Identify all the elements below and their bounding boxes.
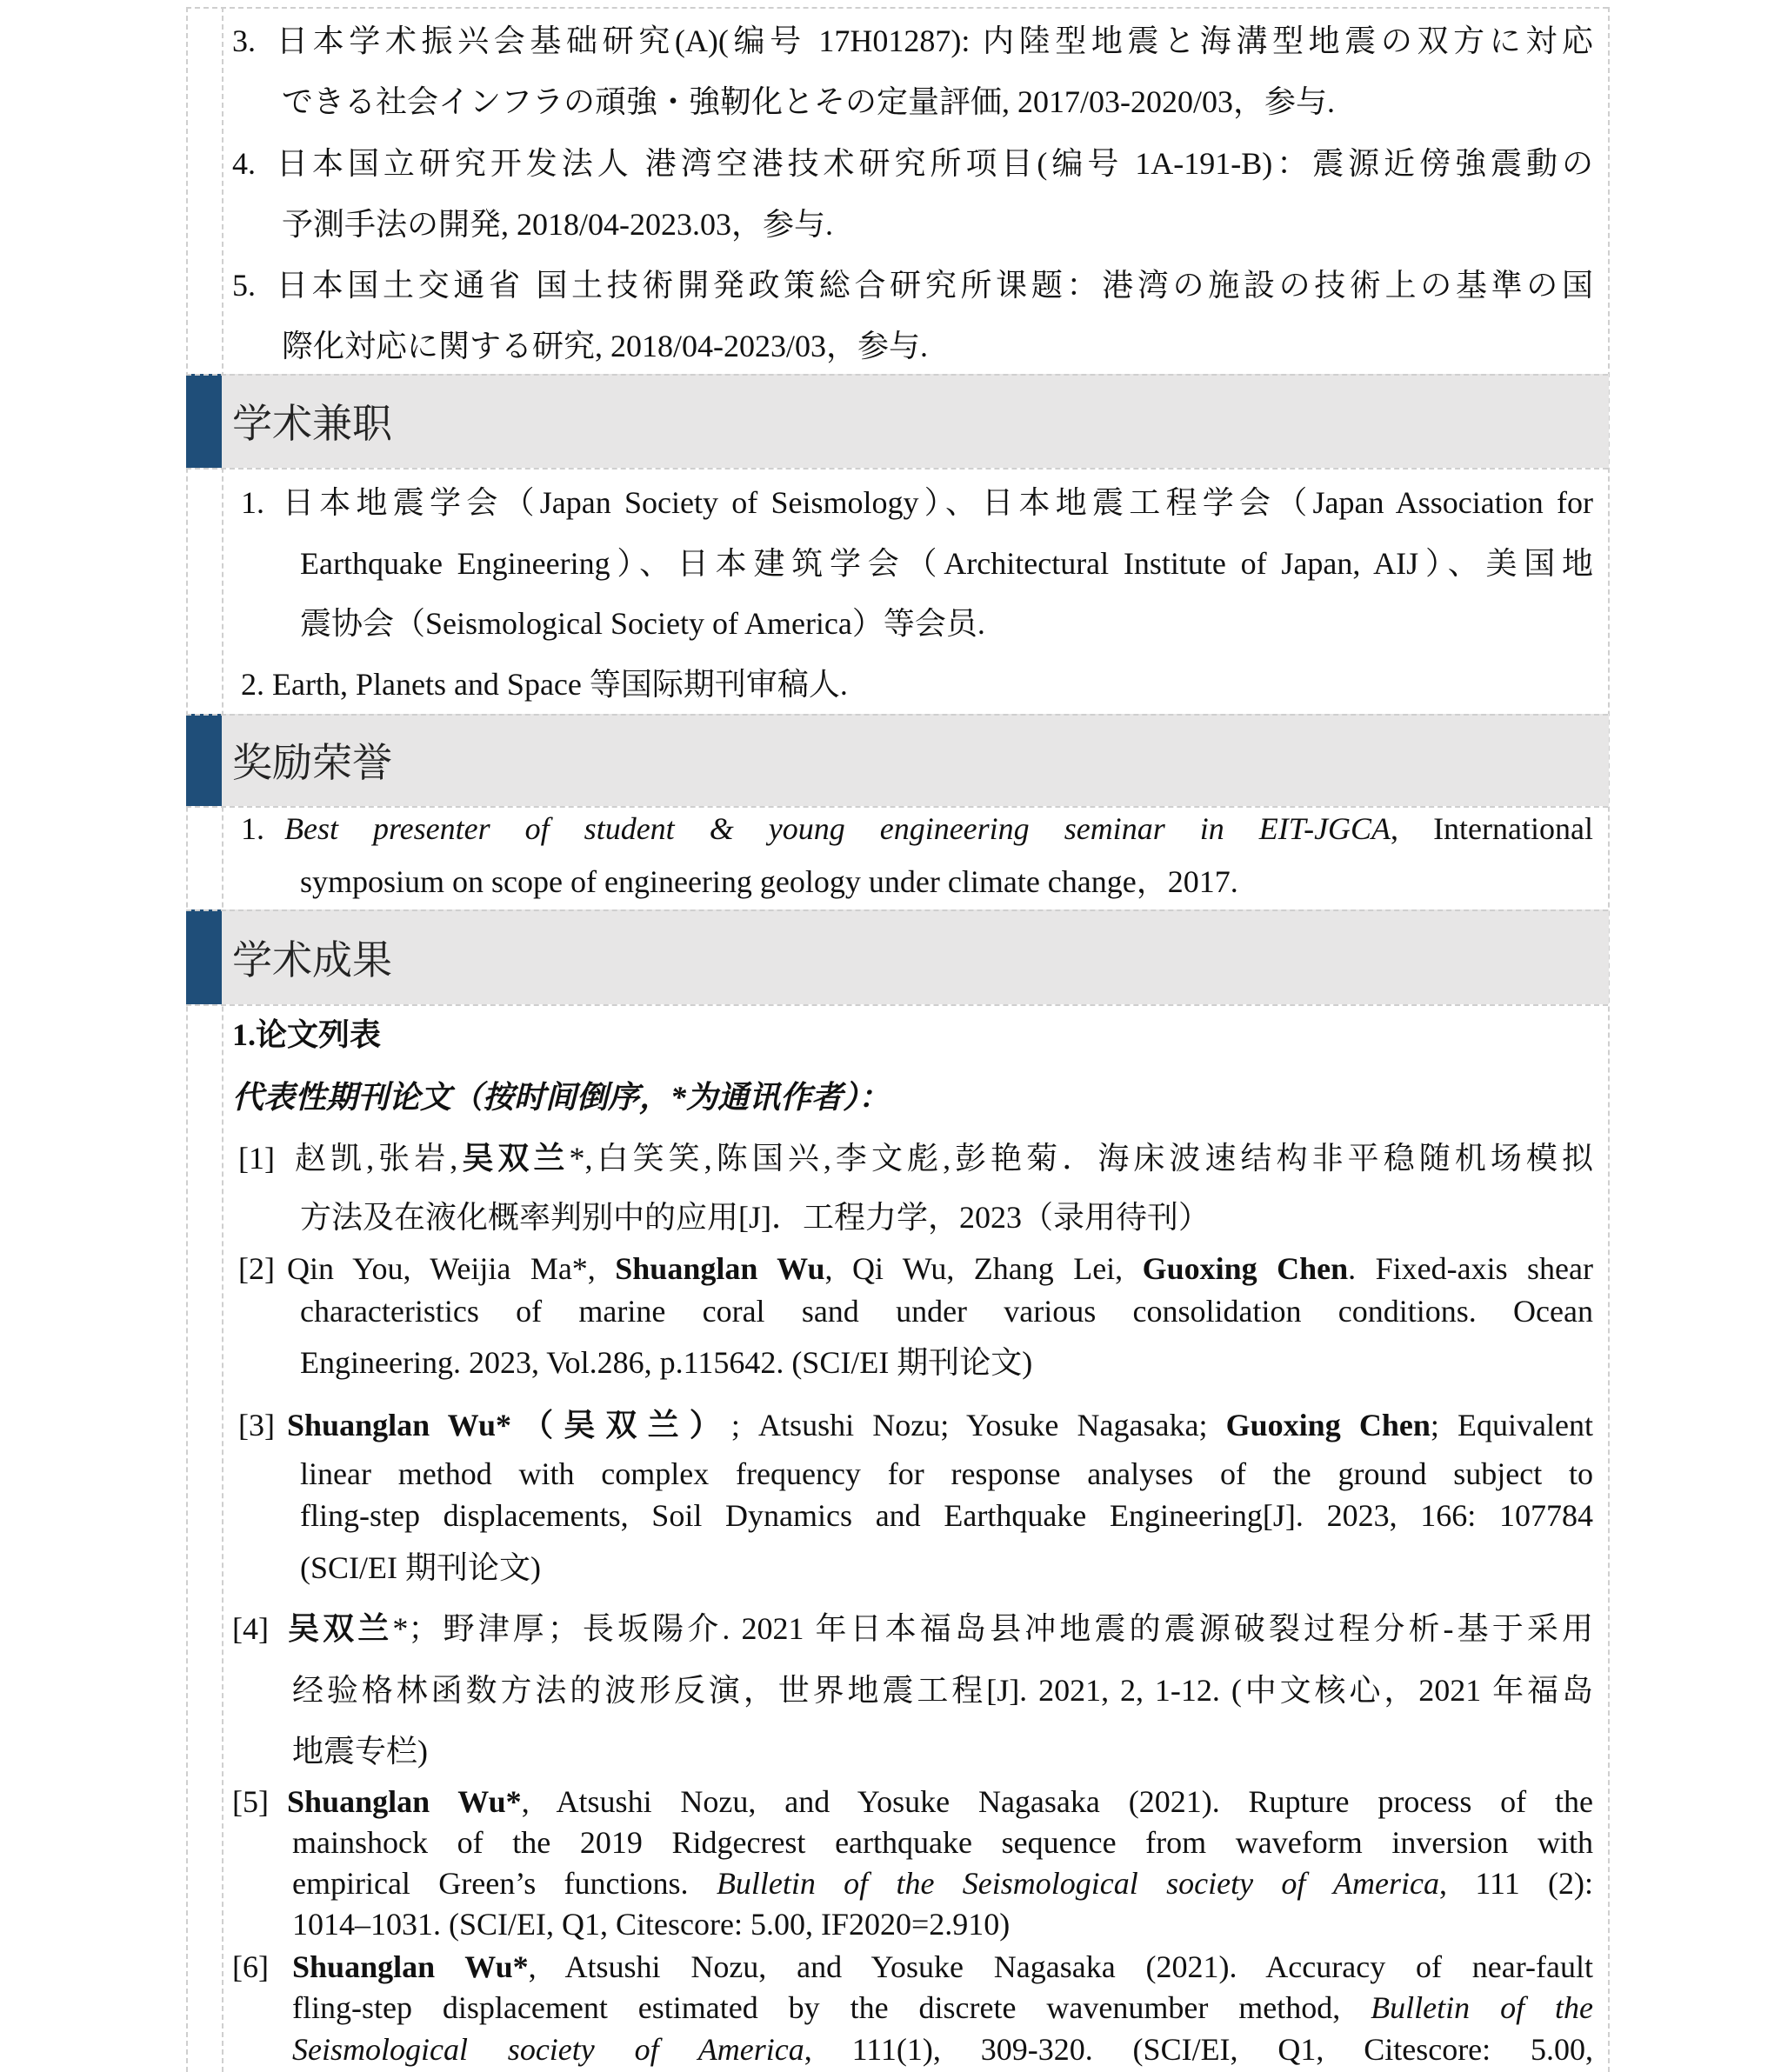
highlighted-author: Guoxing Chen xyxy=(1142,1251,1349,1286)
paper-6-line-1 xyxy=(292,1945,1593,1989)
project-4-line-2: 予測手法の開発, 2018/04-2023.03，参与. xyxy=(282,207,833,242)
award-number: 1. xyxy=(241,811,264,846)
paper-2-line-1 xyxy=(287,1247,1593,1290)
paper-number: [1] xyxy=(238,1141,275,1176)
highlighted-author: 吴双兰 xyxy=(288,1611,393,1646)
paper-2-line-3 xyxy=(300,1341,1593,1384)
paper-3-line-3 xyxy=(300,1494,1593,1537)
paper-6-line-2 xyxy=(292,1986,1593,2029)
highlighted-author: Shuanglan Wu xyxy=(615,1251,825,1286)
project-number: 3. xyxy=(232,23,256,58)
frame-top-border xyxy=(186,7,1608,9)
position-1-line-1: 日本地震学会（Japan Society of Seismology）、日本地震工程学会（Japan Association for xyxy=(283,485,1593,520)
section-header-background xyxy=(222,714,1609,806)
section-divider xyxy=(186,714,1608,716)
frame-right-border xyxy=(1608,7,1610,2072)
section-title: 奖励荣誉 xyxy=(232,739,392,786)
section-divider xyxy=(186,806,1608,808)
journal-name: Bulletin of the xyxy=(1371,1990,1593,2025)
paper-5-line-3 xyxy=(292,1862,1593,1905)
paper-text: 1014–1031. (SCI/EI, Q1, Citescore: 5.00, IF2020=2.910) xyxy=(292,1907,1011,1942)
paper-text: , 111 (2): xyxy=(1439,1866,1593,1901)
project-4-line-1: 日本国立研究开发法人 港湾空港技术研究所项目(编号 1A-191-B)：震源近傍強震動の xyxy=(277,146,1593,181)
paper-number: [2] xyxy=(238,1251,275,1286)
highlighted-author: Shuanglan Wu*（吴双兰） xyxy=(287,1408,731,1442)
section-header-background xyxy=(222,374,1609,468)
position-number: 2. xyxy=(241,667,264,702)
paper-3-line-2 xyxy=(300,1452,1593,1496)
section-header-academic-positions xyxy=(186,374,1609,468)
paper-5-line-4 xyxy=(292,1902,1593,1946)
paper-text: ; Atsushi Nozu; Yosuke Nagasaka; xyxy=(730,1408,1226,1442)
award-1-line-2 xyxy=(300,860,1593,903)
paper-1-line-2 xyxy=(300,1196,1593,1239)
paper-text: , Qi Wu, Zhang Lei, xyxy=(824,1251,1143,1286)
papers-subheading: 代表性期刊论文（按时间倒序，*为通讯作者）： xyxy=(232,1080,890,1115)
section-divider xyxy=(186,909,1608,911)
paper-text: *,白笑笑,陈国兴,李文彪,彭艳菊．海床波速结构非平稳随机场模拟 xyxy=(569,1141,1593,1176)
project-number: 5. xyxy=(232,268,256,303)
highlighted-author: 吴双兰 xyxy=(457,1141,570,1176)
paper-number: [6] xyxy=(232,1949,269,1984)
paper-text: , 111(1), 309-320. (SCI/EI, Q1, Citescore: 5.00, xyxy=(804,2032,1593,2067)
paper-text: empirical Green’s functions. xyxy=(292,1866,717,1901)
paper-text: 赵凯,张岩, xyxy=(295,1141,458,1176)
paper-text: ; Equivalent xyxy=(1430,1408,1593,1442)
highlighted-author: Shuanglan Wu* xyxy=(292,1949,529,1984)
paper-text: Qin You, Weijia Ma*, xyxy=(287,1251,616,1286)
project-5-line-2: 際化対応に関する研究, 2018/04-2023/03，参与. xyxy=(282,329,928,363)
section-header-achievements xyxy=(186,909,1609,1004)
paper-text: Engineering. 2023, Vol.286, p.115642. (SCI/EI 期刊论文) xyxy=(300,1345,1033,1380)
section-accent-bar xyxy=(186,374,222,468)
paper-2-line-2 xyxy=(300,1289,1593,1333)
journal-name: Seismological society of America xyxy=(292,2032,804,2067)
paper-4-line-3 xyxy=(292,1729,1593,1773)
frame-left-outer-border xyxy=(186,7,188,2072)
paper-number: [5] xyxy=(232,1784,269,1819)
project-number: 4. xyxy=(232,146,256,181)
paper-6-line-3 xyxy=(292,2028,1593,2071)
paper-text: fling-step displacements, Soil Dynamics and Earthquake Engineering[J]. 2023, 166: 107784 xyxy=(300,1498,1593,1533)
paper-text: mainshock of the 2019 Ridgecrest earthquake sequence from waveform inversion with xyxy=(292,1825,1593,1860)
subsection-title: 1.论文列表 xyxy=(232,1017,382,1052)
award-text: , International xyxy=(1391,811,1593,846)
paper-3-line-1 xyxy=(287,1403,1593,1447)
paper-number: [4] xyxy=(232,1611,269,1646)
paper-text: *；野津厚；長坂陽介. 2021 年日本福岛县冲地震的震源破裂过程分析-基于采用 xyxy=(392,1611,1593,1646)
project-3-line-2: できる社会インフラの頑強・強靭化とその定量評価, 2017/03-2020/03，参与. xyxy=(282,84,1335,119)
paper-3-line-4 xyxy=(300,1546,1593,1589)
journal-name: Bulletin of the Seismological society of America xyxy=(716,1866,1440,1901)
paper-5-line-2 xyxy=(292,1821,1593,1864)
award-1-line-1 xyxy=(284,807,1593,850)
project-3-line-1: 日本学术振兴会基础研究(A)(编号 17H01287): 内陸型地震と海溝型地震の双方に対応 xyxy=(277,23,1593,58)
position-number: 1. xyxy=(241,485,264,520)
position-2-line-1: Earth, Planets and Space 等国际期刊审稿人. xyxy=(272,667,848,702)
paper-number: [3] xyxy=(238,1408,275,1442)
section-accent-bar xyxy=(186,909,222,1004)
paper-text: , Atsushi Nozu, and Yosuke Nagasaka (2021). Accuracy of near-fault xyxy=(528,1949,1593,1984)
highlighted-author: Shuanglan Wu* xyxy=(287,1784,522,1819)
project-5-line-1: 日本国土交通省 国土技術開発政策総合研究所课题：港湾の施設の技術上の基準の国 xyxy=(277,268,1593,303)
section-title: 学术成果 xyxy=(232,936,392,983)
section-header-awards xyxy=(186,714,1609,806)
paper-text: linear method with complex frequency for response analyses of the ground subject to xyxy=(300,1456,1593,1491)
section-accent-bar xyxy=(186,714,222,806)
position-1-line-3: 震协会（Seismological Society of America）等会员. xyxy=(300,606,985,641)
paper-1-line-1 xyxy=(295,1136,1593,1180)
section-divider xyxy=(186,1004,1608,1006)
highlighted-author: Guoxing Chen xyxy=(1225,1408,1431,1442)
award-text: symposium on scope of engineering geology under climate change，2017. xyxy=(300,864,1238,899)
paper-text: characteristics of marine coral sand under various consolidation conditions. Ocean xyxy=(300,1294,1593,1329)
paper-text: (SCI/EI 期刊论文) xyxy=(300,1550,541,1585)
paper-5-line-1 xyxy=(287,1780,1593,1823)
position-1-line-2: Earthquake Engineering）、日本建筑学会（Architectural Institute of Japan, AIJ）、美国地 xyxy=(300,546,1593,581)
section-header-background xyxy=(222,909,1609,1004)
section-divider xyxy=(186,374,1608,376)
paper-text: 地震专栏) xyxy=(292,1734,428,1769)
award-name: Best presenter of student & young engineering seminar in EIT-JGCA xyxy=(284,811,1391,846)
paper-4-line-1 xyxy=(288,1607,1593,1650)
section-title: 学术兼职 xyxy=(232,400,392,447)
section-divider xyxy=(186,468,1608,470)
paper-4-line-2 xyxy=(292,1669,1593,1712)
paper-text: 方法及在液化概率判别中的应用[J]．工程力学，2023（录用待刊） xyxy=(300,1200,1210,1235)
paper-text: . Fixed-axis shear xyxy=(1348,1251,1593,1286)
paper-text: , Atsushi Nozu, and Yosuke Nagasaka (2021). Rupture process of the xyxy=(521,1784,1593,1819)
frame-left-inner-border xyxy=(222,7,223,2072)
paper-text: fling-step displacement estimated by the discrete wavenumber method, xyxy=(292,1990,1371,2025)
paper-text: 经验格林函数方法的波形反演，世界地震工程[J]. 2021, 2, 1-12. (中文核心，2021 年福岛 xyxy=(292,1673,1593,1708)
